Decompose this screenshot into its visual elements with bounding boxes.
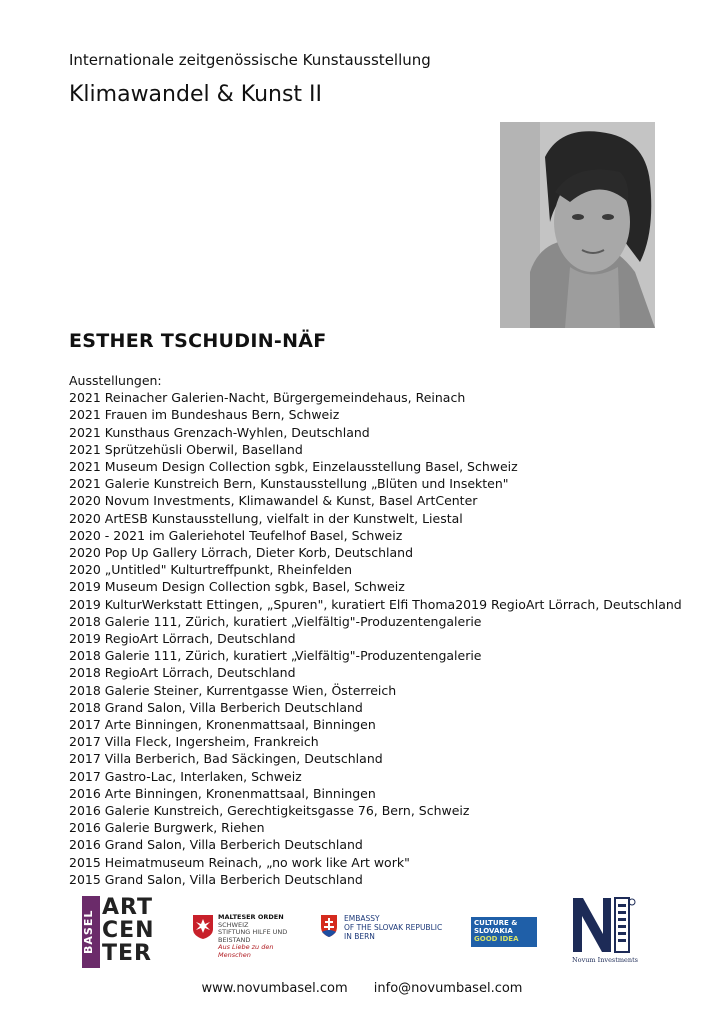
exhibition-item: 2020 - 2021 im Galeriehotel Teufelhof Basel, Schweiz — [69, 527, 403, 543]
exhibition-item: 2018 Galerie 111, Zürich, kuratiert „Vielfältig"-Produzentengalerie — [69, 648, 482, 664]
exhibition-list — [69, 389, 682, 888]
exhibition-item: 2018 Galerie 111, Zürich, kuratiert „Vielfältig"-Produzentengalerie — [69, 613, 482, 629]
basel-logo-vertical-text: BASEL — [82, 896, 100, 968]
exhibition-item: 2020 Pop Up Gallery Lörrach, Dieter Korb, Deutschland — [69, 545, 414, 561]
exhibition-item: 2020 ArtESB Kunstausstellung, vielfalt in der Kunstwelt, Liestal — [69, 510, 463, 526]
exhibition-item: 2021 Museum Design Collection sgbk, Einzelausstellung Basel, Schweiz — [69, 459, 518, 475]
exhibition-title: Klimawandel & Kunst II — [69, 82, 323, 107]
malteser-foundation: STIFTUNG HILFE UND BEISTAND — [218, 928, 288, 944]
malteser-name: MALTESER ORDEN — [218, 913, 284, 921]
exhibition-history — [69, 372, 682, 888]
exhibitions-heading: Ausstellungen: — [69, 373, 162, 388]
exhibition-item: 2017 Gastro-Lac, Interlaken, Schweiz — [69, 768, 302, 784]
maltese-cross-icon — [192, 914, 214, 940]
exhibition-item: 2018 Galerie Steiner, Kurrentgasse Wien, Österreich — [69, 682, 397, 698]
exhibition-item: 2019 KulturWerkstatt Ettingen, „Spuren", kuratiert Elfi Thoma2019 RegioArt Lörrach, Deutschland — [69, 596, 682, 612]
exhibition-subtitle: Internationale zeitgenössische Kunstausstellung — [69, 51, 431, 69]
exhibition-item: 2021 Reinacher Galerien-Nacht, Bürgergemeindehaus, Reinach — [69, 390, 466, 406]
embassy-line: IN BERN — [344, 932, 375, 941]
novum-label: Novum Investments — [571, 956, 639, 964]
culture-line: CULTURE & — [474, 919, 518, 927]
basel-logo-line: TER — [102, 941, 152, 966]
novum-n-icon — [569, 894, 641, 954]
embassy-line: OF THE SLOVAK REPUBLIC — [344, 923, 443, 932]
exhibition-item: 2017 Arte Binningen, Kronenmattsaal, Binningen — [69, 717, 376, 733]
exhibition-item: 2015 Grand Salon, Villa Berberich Deutschland — [69, 871, 363, 887]
exhibition-item: 2018 Grand Salon, Villa Berberich Deutschland — [69, 699, 363, 715]
exhibition-item: 2019 RegioArt Lörrach, Deutschland — [69, 631, 296, 647]
exhibition-item: 2021 Frauen im Bundeshaus Bern, Schweiz — [69, 407, 340, 423]
malteser-logo — [192, 912, 302, 959]
sponsor-logos — [0, 890, 724, 970]
exhibition-item: 2020 „Untitled" Kulturtreffpunkt, Rheinfelden — [69, 562, 353, 578]
artist-name: ESTHER TSCHUDIN-NÄF — [69, 330, 327, 352]
contact-footer — [0, 981, 724, 996]
basel-logo-line: CEN — [102, 918, 155, 943]
exhibition-item: 2018 RegioArt Lörrach, Deutschland — [69, 665, 296, 681]
basel-logo-line: ART — [102, 895, 153, 920]
exhibition-item: 2016 Arte Binningen, Kronenmattsaal, Binningen — [69, 785, 376, 801]
exhibition-item: 2021 Galerie Kunstreich Bern, Kunstausstellung „Blüten und Insekten" — [69, 476, 509, 492]
malteser-slogan: Aus Liebe zu den Menschen — [218, 943, 274, 959]
exhibition-item: 2016 Galerie Kunstreich, Gerechtigkeitsgasse 76, Bern, Schweiz — [69, 803, 470, 819]
exhibition-item: 2020 Novum Investments, Klimawandel & Kunst, Basel ArtCenter — [69, 493, 478, 509]
novum-investments-logo — [569, 894, 641, 968]
email-link[interactable]: info@novumbasel.com — [373, 981, 523, 996]
exhibition-item: 2017 Villa Berberich, Bad Säckingen, Deutschland — [69, 751, 383, 767]
exhibition-item: 2021 Sprützehüsli Oberwil, Baselland — [69, 441, 303, 457]
basel-artcenter-logo — [82, 896, 168, 968]
exhibition-item: 2016 Grand Salon, Villa Berberich Deutschland — [69, 837, 363, 853]
slovak-coat-of-arms-icon — [320, 914, 338, 938]
slovak-embassy-logo — [320, 914, 455, 948]
website-link[interactable]: www.novumbasel.com — [201, 981, 348, 996]
culture-line: SLOVAKIA — [474, 927, 513, 935]
exhibition-item: 2016 Galerie Burgwerk, Riehen — [69, 820, 265, 836]
culture-line: GOOD IDEA — [474, 935, 519, 943]
artist-portrait — [500, 122, 655, 328]
culture-slovakia-logo — [471, 917, 537, 947]
embassy-line: EMBASSY — [344, 914, 380, 923]
malteser-country: SCHWEIZ — [218, 920, 249, 929]
exhibition-item: 2015 Heimatmuseum Reinach, „no work like Art work" — [69, 854, 410, 870]
exhibition-item: 2019 Museum Design Collection sgbk, Basel, Schweiz — [69, 579, 405, 595]
exhibition-item: 2017 Villa Fleck, Ingersheim, Frankreich — [69, 734, 319, 750]
exhibition-item: 2021 Kunsthaus Grenzach-Wyhlen, Deutschland — [69, 424, 370, 440]
